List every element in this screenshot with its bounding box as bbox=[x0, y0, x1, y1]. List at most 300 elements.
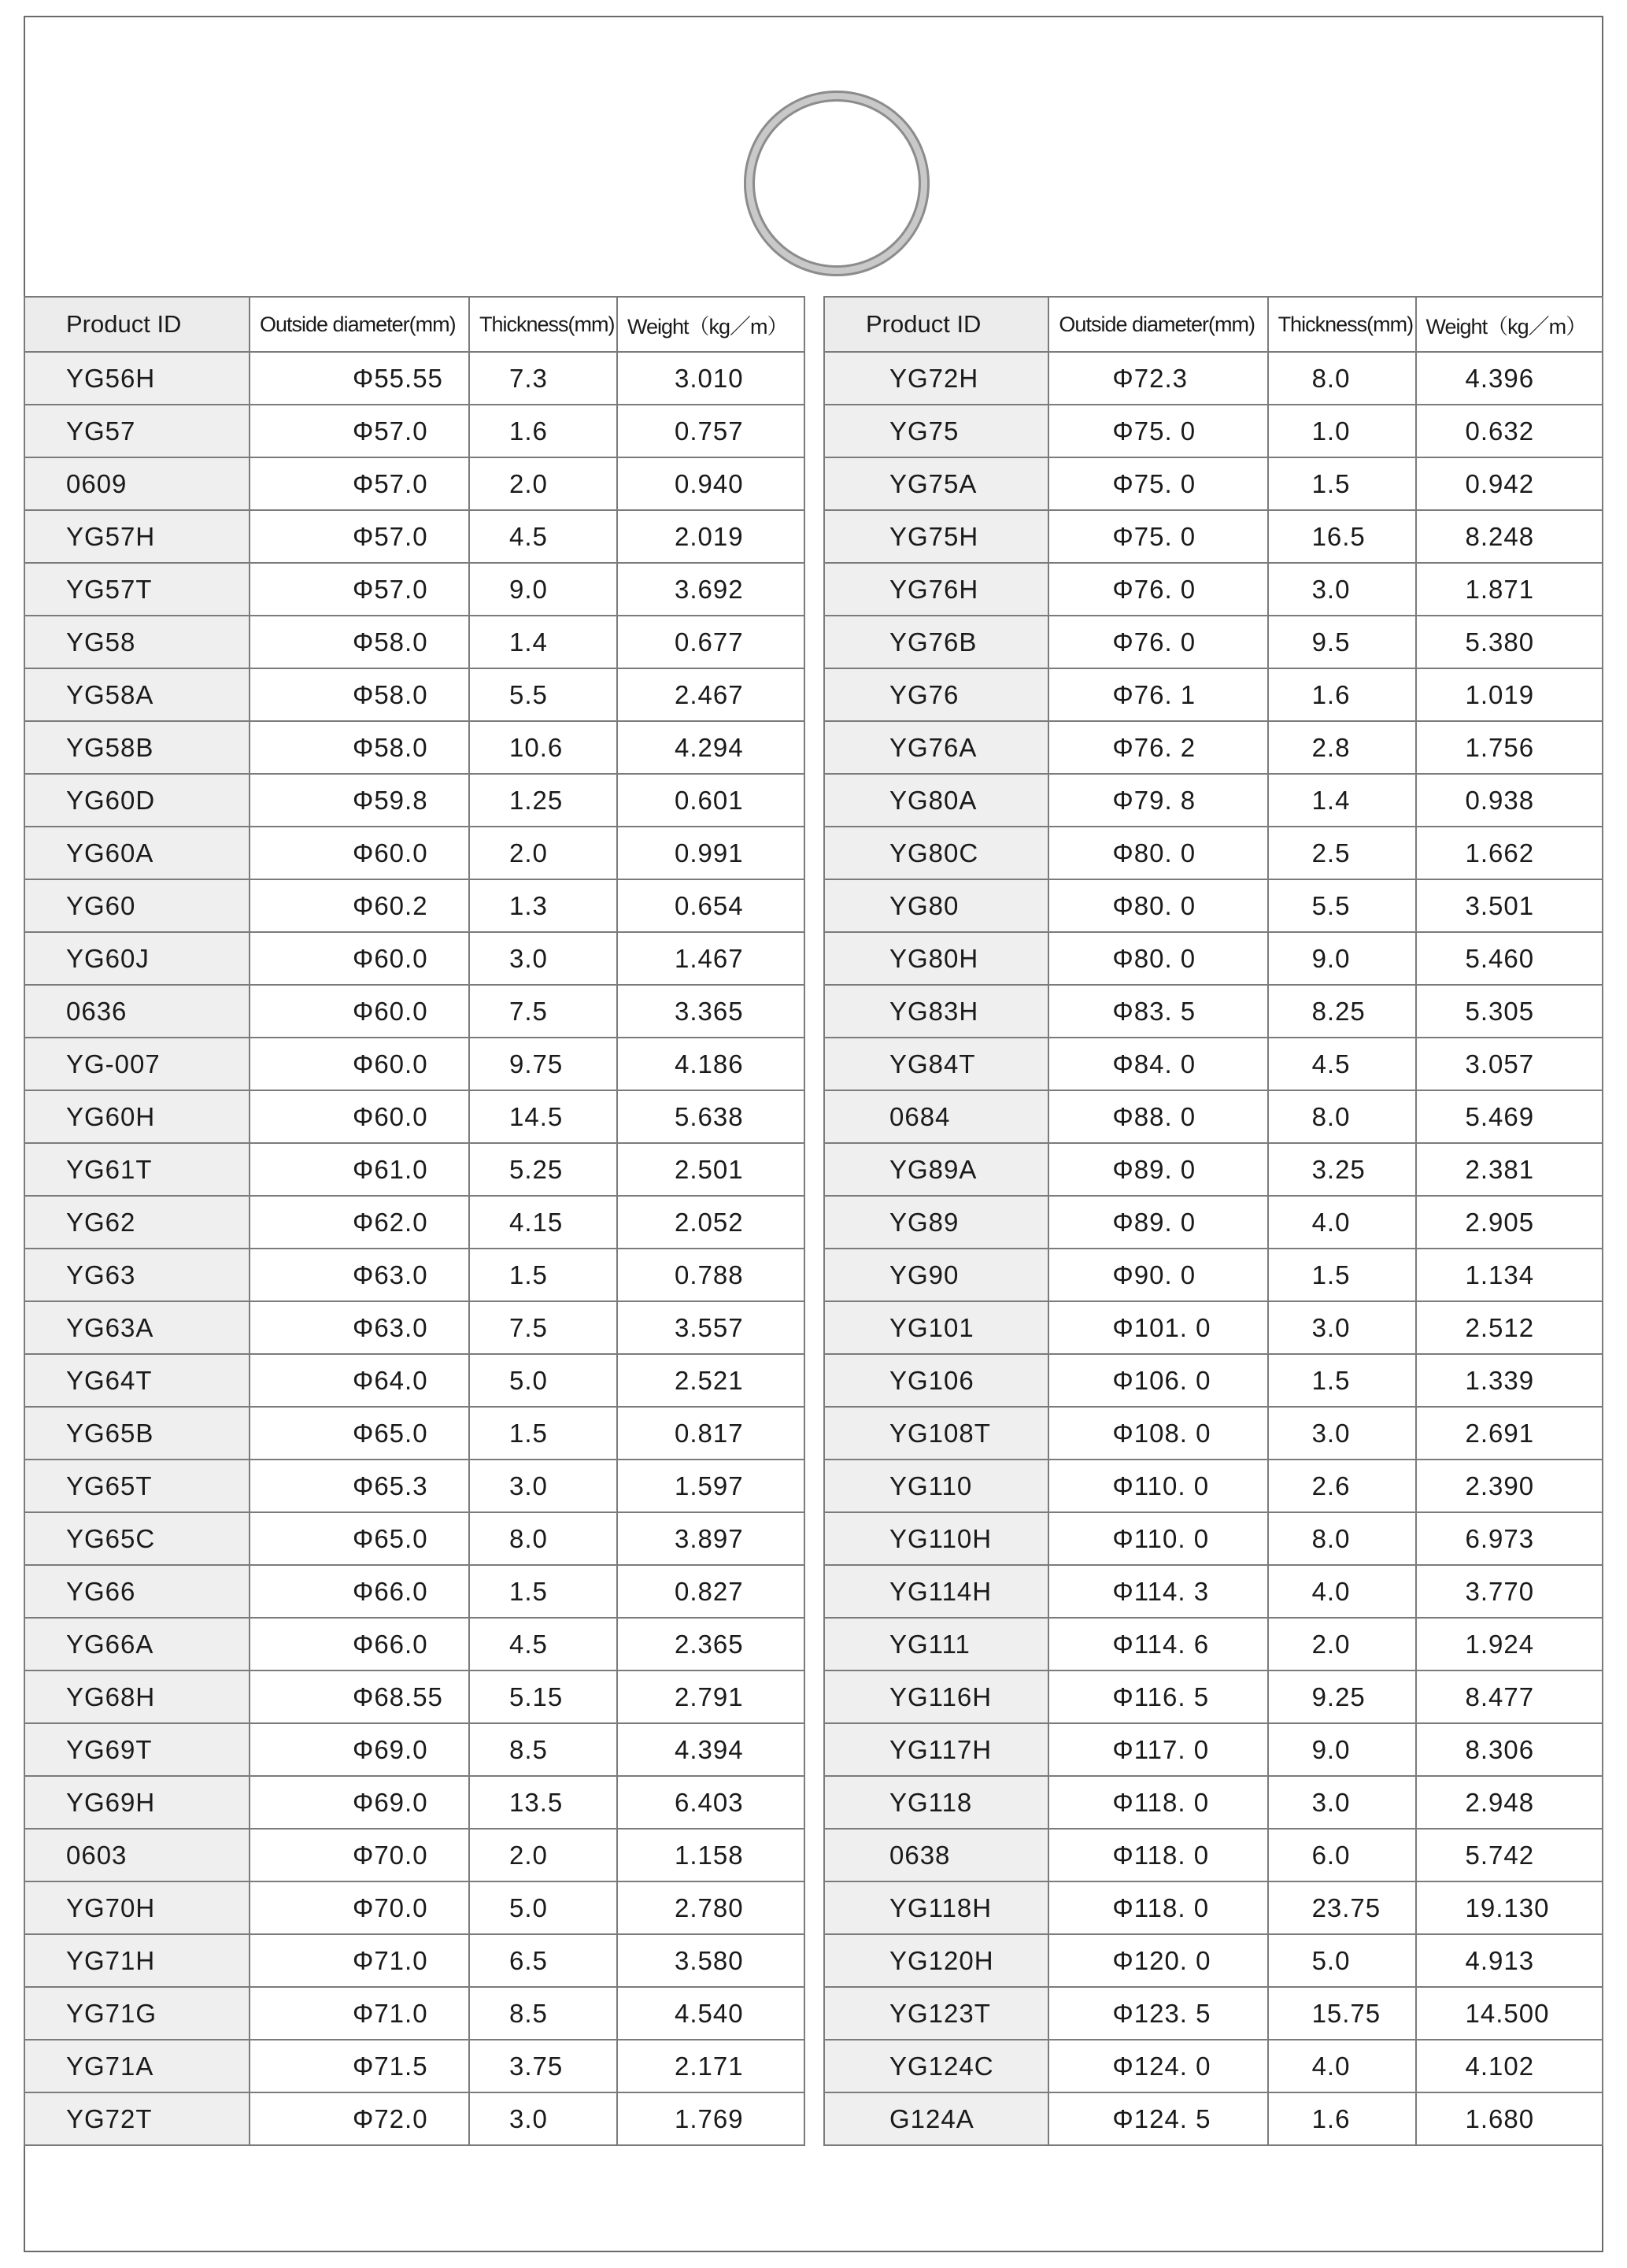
header-outside-diameter: Outside diameter(mm) bbox=[1048, 297, 1267, 352]
weight-cell: 8.477 bbox=[1416, 1670, 1603, 1723]
thickness-cell: 4.0 bbox=[1268, 1565, 1416, 1618]
outside-diameter-cell: Φ58.0 bbox=[250, 721, 469, 774]
product-id-cell: YG123T bbox=[824, 1987, 1048, 2040]
table-row bbox=[24, 1249, 804, 1301]
weight-cell: 2.948 bbox=[1416, 1776, 1603, 1829]
weight-cell: 4.913 bbox=[1416, 1934, 1603, 1987]
outside-diameter-cell: Φ71.0 bbox=[250, 1987, 469, 2040]
weight-cell: 1.158 bbox=[617, 1829, 804, 1881]
table-row bbox=[824, 1090, 1603, 1143]
product-id-cell: YG65C bbox=[24, 1512, 250, 1565]
table-row bbox=[824, 1670, 1603, 1723]
thickness-cell: 2.0 bbox=[469, 827, 617, 879]
product-id-cell: YG62 bbox=[24, 1196, 250, 1249]
weight-cell: 1.662 bbox=[1416, 827, 1603, 879]
weight-cell: 2.365 bbox=[617, 1618, 804, 1670]
thickness-cell: 1.5 bbox=[469, 1565, 617, 1618]
outside-diameter-cell: Φ63.0 bbox=[250, 1301, 469, 1354]
weight-cell: 2.467 bbox=[617, 668, 804, 721]
weight-cell: 0.788 bbox=[617, 1249, 804, 1301]
table-row bbox=[24, 1143, 804, 1196]
table-row bbox=[824, 1512, 1603, 1565]
product-id-cell: YG58 bbox=[24, 616, 250, 668]
product-id-cell: YG66A bbox=[24, 1618, 250, 1670]
outside-diameter-cell: Φ118. 0 bbox=[1048, 1829, 1267, 1881]
weight-cell: 4.294 bbox=[617, 721, 804, 774]
table-row bbox=[824, 879, 1603, 932]
product-id-cell: YG66 bbox=[24, 1565, 250, 1618]
weight-cell: 2.905 bbox=[1416, 1196, 1603, 1249]
table-row bbox=[24, 563, 804, 616]
table-row bbox=[824, 1776, 1603, 1829]
outside-diameter-cell: Φ55.55 bbox=[250, 352, 469, 405]
weight-cell: 1.871 bbox=[1416, 563, 1603, 616]
product-id-cell: YG-007 bbox=[24, 1038, 250, 1090]
weight-cell: 0.757 bbox=[617, 405, 804, 457]
weight-cell: 5.638 bbox=[617, 1090, 804, 1143]
outside-diameter-cell: Φ75. 0 bbox=[1048, 510, 1267, 563]
weight-cell: 0.991 bbox=[617, 827, 804, 879]
thickness-cell: 8.0 bbox=[1268, 352, 1416, 405]
table-row bbox=[824, 774, 1603, 827]
product-id-cell: YG58A bbox=[24, 668, 250, 721]
table-row bbox=[24, 510, 804, 563]
product-id-cell: YG84T bbox=[824, 1038, 1048, 1090]
outside-diameter-cell: Φ83. 5 bbox=[1048, 985, 1267, 1038]
table-row bbox=[24, 1934, 804, 1987]
weight-cell: 1.769 bbox=[617, 2092, 804, 2145]
table-row bbox=[824, 352, 1603, 405]
thickness-cell: 8.5 bbox=[469, 1987, 617, 2040]
product-id-cell: YG110H bbox=[824, 1512, 1048, 1565]
table-row bbox=[824, 1460, 1603, 1512]
thickness-cell: 23.75 bbox=[1268, 1881, 1416, 1934]
outside-diameter-cell: Φ75. 0 bbox=[1048, 405, 1267, 457]
thickness-cell: 1.5 bbox=[1268, 1249, 1416, 1301]
thickness-cell: 9.5 bbox=[1268, 616, 1416, 668]
product-id-cell: YG111 bbox=[824, 1618, 1048, 1670]
table-row bbox=[24, 1829, 804, 1881]
table-header-row bbox=[24, 297, 804, 352]
thickness-cell: 7.3 bbox=[469, 352, 617, 405]
thickness-cell: 9.0 bbox=[1268, 932, 1416, 985]
table-row bbox=[24, 405, 804, 457]
table-row bbox=[24, 1407, 804, 1460]
product-id-cell: YG90 bbox=[824, 1249, 1048, 1301]
weight-cell: 2.381 bbox=[1416, 1143, 1603, 1196]
product-id-cell: YG63A bbox=[24, 1301, 250, 1354]
weight-cell: 3.770 bbox=[1416, 1565, 1603, 1618]
outside-diameter-cell: Φ76. 1 bbox=[1048, 668, 1267, 721]
table-row bbox=[24, 985, 804, 1038]
outside-diameter-cell: Φ58.0 bbox=[250, 668, 469, 721]
weight-cell: 0.940 bbox=[617, 457, 804, 510]
outside-diameter-cell: Φ65.3 bbox=[250, 1460, 469, 1512]
thickness-cell: 3.0 bbox=[1268, 563, 1416, 616]
outside-diameter-cell: Φ58.0 bbox=[250, 616, 469, 668]
weight-cell: 5.742 bbox=[1416, 1829, 1603, 1881]
outside-diameter-cell: Φ116. 5 bbox=[1048, 1670, 1267, 1723]
table-row bbox=[24, 1512, 804, 1565]
thickness-cell: 2.6 bbox=[1268, 1460, 1416, 1512]
outside-diameter-cell: Φ110. 0 bbox=[1048, 1460, 1267, 1512]
table-row bbox=[24, 2092, 804, 2145]
product-id-cell: YG60D bbox=[24, 774, 250, 827]
product-id-cell: YG60A bbox=[24, 827, 250, 879]
product-id-cell: YG108T bbox=[824, 1407, 1048, 1460]
table-row bbox=[824, 2092, 1603, 2145]
table-row bbox=[24, 1090, 804, 1143]
outside-diameter-cell: Φ71.5 bbox=[250, 2040, 469, 2092]
thickness-cell: 3.0 bbox=[1268, 1776, 1416, 1829]
product-id-cell: 0609 bbox=[24, 457, 250, 510]
weight-cell: 1.134 bbox=[1416, 1249, 1603, 1301]
weight-cell: 14.500 bbox=[1416, 1987, 1603, 2040]
weight-cell: 8.248 bbox=[1416, 510, 1603, 563]
outside-diameter-cell: Φ76. 2 bbox=[1048, 721, 1267, 774]
product-id-cell: YG60 bbox=[24, 879, 250, 932]
weight-cell: 3.692 bbox=[617, 563, 804, 616]
weight-cell: 2.791 bbox=[617, 1670, 804, 1723]
product-id-cell: YG75A bbox=[824, 457, 1048, 510]
weight-cell: 3.010 bbox=[617, 352, 804, 405]
outside-diameter-cell: Φ60.0 bbox=[250, 1090, 469, 1143]
outside-diameter-cell: Φ114. 6 bbox=[1048, 1618, 1267, 1670]
outside-diameter-cell: Φ69.0 bbox=[250, 1723, 469, 1776]
weight-cell: 4.396 bbox=[1416, 352, 1603, 405]
thickness-cell: 2.8 bbox=[1268, 721, 1416, 774]
weight-cell: 6.403 bbox=[617, 1776, 804, 1829]
outside-diameter-cell: Φ59.8 bbox=[250, 774, 469, 827]
outside-diameter-cell: Φ60.0 bbox=[250, 932, 469, 985]
thickness-cell: 5.5 bbox=[1268, 879, 1416, 932]
product-id-cell: YG80H bbox=[824, 932, 1048, 985]
outside-diameter-cell: Φ80. 0 bbox=[1048, 827, 1267, 879]
weight-cell: 0.654 bbox=[617, 879, 804, 932]
outside-diameter-cell: Φ65.0 bbox=[250, 1407, 469, 1460]
weight-cell: 8.306 bbox=[1416, 1723, 1603, 1776]
thickness-cell: 8.5 bbox=[469, 1723, 617, 1776]
weight-cell: 0.632 bbox=[1416, 405, 1603, 457]
table-row bbox=[824, 1829, 1603, 1881]
outside-diameter-cell: Φ68.55 bbox=[250, 1670, 469, 1723]
thickness-cell: 1.5 bbox=[469, 1249, 617, 1301]
product-id-cell: YG61T bbox=[24, 1143, 250, 1196]
outside-diameter-cell: Φ63.0 bbox=[250, 1249, 469, 1301]
product-id-cell: YG69H bbox=[24, 1776, 250, 1829]
product-id-cell: G124A bbox=[824, 2092, 1048, 2145]
product-id-cell: YG114H bbox=[824, 1565, 1048, 1618]
product-id-cell: YG72H bbox=[824, 352, 1048, 405]
outside-diameter-cell: Φ118. 0 bbox=[1048, 1881, 1267, 1934]
thickness-cell: 8.25 bbox=[1268, 985, 1416, 1038]
table-row bbox=[824, 1565, 1603, 1618]
table-header-row bbox=[824, 297, 1603, 352]
header-product-id: Product ID bbox=[824, 297, 1048, 352]
thickness-cell: 7.5 bbox=[469, 985, 617, 1038]
header-thickness: Thickness(mm) bbox=[1268, 297, 1416, 352]
outside-diameter-cell: Φ75. 0 bbox=[1048, 457, 1267, 510]
weight-cell: 5.305 bbox=[1416, 985, 1603, 1038]
table-row bbox=[824, 1934, 1603, 1987]
thickness-cell: 4.0 bbox=[1268, 1196, 1416, 1249]
thickness-cell: 1.4 bbox=[1268, 774, 1416, 827]
outside-diameter-cell: Φ72.0 bbox=[250, 2092, 469, 2145]
product-id-cell: 0603 bbox=[24, 1829, 250, 1881]
outside-diameter-cell: Φ106. 0 bbox=[1048, 1354, 1267, 1407]
table-body-right bbox=[824, 352, 1603, 2145]
table-row bbox=[24, 1460, 804, 1512]
product-id-cell: YG110 bbox=[824, 1460, 1048, 1512]
thickness-cell: 9.0 bbox=[1268, 1723, 1416, 1776]
outside-diameter-cell: Φ89. 0 bbox=[1048, 1196, 1267, 1249]
thickness-cell: 8.0 bbox=[1268, 1090, 1416, 1143]
thickness-cell: 4.0 bbox=[1268, 2040, 1416, 2092]
product-id-cell: YG71A bbox=[24, 2040, 250, 2092]
weight-cell: 3.057 bbox=[1416, 1038, 1603, 1090]
outside-diameter-cell: Φ57.0 bbox=[250, 457, 469, 510]
weight-cell: 1.924 bbox=[1416, 1618, 1603, 1670]
weight-cell: 5.380 bbox=[1416, 616, 1603, 668]
outside-diameter-cell: Φ123. 5 bbox=[1048, 1987, 1267, 2040]
product-id-cell: YG60J bbox=[24, 932, 250, 985]
thickness-cell: 1.5 bbox=[1268, 457, 1416, 510]
product-id-cell: YG72T bbox=[24, 2092, 250, 2145]
product-id-cell: YG116H bbox=[824, 1670, 1048, 1723]
table-row bbox=[824, 405, 1603, 457]
thickness-cell: 13.5 bbox=[469, 1776, 617, 1829]
thickness-cell: 16.5 bbox=[1268, 510, 1416, 563]
table-row bbox=[24, 457, 804, 510]
weight-cell: 1.680 bbox=[1416, 2092, 1603, 2145]
outside-diameter-cell: Φ64.0 bbox=[250, 1354, 469, 1407]
weight-cell: 0.942 bbox=[1416, 457, 1603, 510]
header-outside-diameter: Outside diameter(mm) bbox=[250, 297, 469, 352]
table-row bbox=[824, 1881, 1603, 1934]
thickness-cell: 1.6 bbox=[1268, 668, 1416, 721]
thickness-cell: 2.5 bbox=[1268, 827, 1416, 879]
table-row bbox=[824, 2040, 1603, 2092]
thickness-cell: 3.0 bbox=[1268, 1407, 1416, 1460]
thickness-cell: 1.0 bbox=[1268, 405, 1416, 457]
thickness-cell: 2.0 bbox=[469, 1829, 617, 1881]
table-row bbox=[24, 1723, 804, 1776]
thickness-cell: 5.5 bbox=[469, 668, 617, 721]
table-row bbox=[24, 2040, 804, 2092]
table-row bbox=[24, 1670, 804, 1723]
table-row bbox=[824, 668, 1603, 721]
product-id-cell: YG118 bbox=[824, 1776, 1048, 1829]
table-row bbox=[824, 510, 1603, 563]
outside-diameter-cell: Φ76. 0 bbox=[1048, 563, 1267, 616]
thickness-cell: 3.0 bbox=[469, 1460, 617, 1512]
spec-table-left bbox=[24, 296, 805, 2146]
table-row bbox=[824, 1723, 1603, 1776]
thickness-cell: 1.25 bbox=[469, 774, 617, 827]
weight-cell: 4.102 bbox=[1416, 2040, 1603, 2092]
weight-cell: 2.512 bbox=[1416, 1301, 1603, 1354]
outside-diameter-cell: Φ62.0 bbox=[250, 1196, 469, 1249]
header-thickness: Thickness(mm) bbox=[469, 297, 617, 352]
product-id-cell: YG76 bbox=[824, 668, 1048, 721]
weight-cell: 2.521 bbox=[617, 1354, 804, 1407]
weight-cell: 2.501 bbox=[617, 1143, 804, 1196]
product-id-cell: YG64T bbox=[24, 1354, 250, 1407]
table-row bbox=[824, 721, 1603, 774]
thickness-cell: 5.0 bbox=[469, 1881, 617, 1934]
product-id-cell: YG101 bbox=[824, 1301, 1048, 1354]
weight-cell: 5.469 bbox=[1416, 1090, 1603, 1143]
weight-cell: 4.186 bbox=[617, 1038, 804, 1090]
thickness-cell: 15.75 bbox=[1268, 1987, 1416, 2040]
table-row bbox=[24, 774, 804, 827]
table-row bbox=[824, 1196, 1603, 1249]
weight-cell: 0.817 bbox=[617, 1407, 804, 1460]
outside-diameter-cell: Φ114. 3 bbox=[1048, 1565, 1267, 1618]
weight-cell: 0.677 bbox=[617, 616, 804, 668]
product-image-area bbox=[24, 16, 1603, 296]
product-id-cell: YG56H bbox=[24, 352, 250, 405]
tube-cross-section-icon bbox=[744, 91, 930, 276]
header-product-id: Product ID bbox=[24, 297, 250, 352]
thickness-cell: 3.0 bbox=[1268, 1301, 1416, 1354]
product-id-cell: YG76H bbox=[824, 563, 1048, 616]
table-row bbox=[824, 1987, 1603, 2040]
weight-cell: 5.460 bbox=[1416, 932, 1603, 985]
outside-diameter-cell: Φ110. 0 bbox=[1048, 1512, 1267, 1565]
table-body-left bbox=[24, 352, 804, 2145]
product-id-cell: 0636 bbox=[24, 985, 250, 1038]
thickness-cell: 5.25 bbox=[469, 1143, 617, 1196]
outside-diameter-cell: Φ72.3 bbox=[1048, 352, 1267, 405]
outside-diameter-cell: Φ89. 0 bbox=[1048, 1143, 1267, 1196]
table-row bbox=[824, 827, 1603, 879]
outside-diameter-cell: Φ57.0 bbox=[250, 405, 469, 457]
table-row bbox=[24, 352, 804, 405]
thickness-cell: 1.5 bbox=[469, 1407, 617, 1460]
product-id-cell: YG80 bbox=[824, 879, 1048, 932]
outside-diameter-cell: Φ118. 0 bbox=[1048, 1776, 1267, 1829]
thickness-cell: 6.0 bbox=[1268, 1829, 1416, 1881]
table-row bbox=[24, 879, 804, 932]
weight-cell: 1.597 bbox=[617, 1460, 804, 1512]
thickness-cell: 3.25 bbox=[1268, 1143, 1416, 1196]
outside-diameter-cell: Φ124. 0 bbox=[1048, 2040, 1267, 2092]
outside-diameter-cell: Φ101. 0 bbox=[1048, 1301, 1267, 1354]
table-row bbox=[24, 932, 804, 985]
table-row bbox=[824, 563, 1603, 616]
thickness-cell: 5.15 bbox=[469, 1670, 617, 1723]
outside-diameter-cell: Φ60.0 bbox=[250, 1038, 469, 1090]
outside-diameter-cell: Φ71.0 bbox=[250, 1934, 469, 1987]
product-id-cell: YG58B bbox=[24, 721, 250, 774]
thickness-cell: 3.0 bbox=[469, 2092, 617, 2145]
product-id-cell: YG60H bbox=[24, 1090, 250, 1143]
product-id-cell: YG57T bbox=[24, 563, 250, 616]
outside-diameter-cell: Φ69.0 bbox=[250, 1776, 469, 1829]
table-row bbox=[824, 616, 1603, 668]
product-id-cell: YG57 bbox=[24, 405, 250, 457]
outside-diameter-cell: Φ76. 0 bbox=[1048, 616, 1267, 668]
weight-cell: 2.171 bbox=[617, 2040, 804, 2092]
outside-diameter-cell: Φ61.0 bbox=[250, 1143, 469, 1196]
thickness-cell: 8.0 bbox=[469, 1512, 617, 1565]
product-id-cell: YG124C bbox=[824, 2040, 1048, 2092]
product-id-cell: YG76A bbox=[824, 721, 1048, 774]
outside-diameter-cell: Φ66.0 bbox=[250, 1565, 469, 1618]
table-row bbox=[824, 932, 1603, 985]
table-row bbox=[824, 1354, 1603, 1407]
weight-cell: 3.897 bbox=[617, 1512, 804, 1565]
table-row bbox=[824, 985, 1603, 1038]
outside-diameter-cell: Φ79. 8 bbox=[1048, 774, 1267, 827]
outside-diameter-cell: Φ84. 0 bbox=[1048, 1038, 1267, 1090]
thickness-cell: 5.0 bbox=[1268, 1934, 1416, 1987]
weight-cell: 1.339 bbox=[1416, 1354, 1603, 1407]
weight-cell: 1.019 bbox=[1416, 668, 1603, 721]
thickness-cell: 9.0 bbox=[469, 563, 617, 616]
outside-diameter-cell: Φ60.0 bbox=[250, 985, 469, 1038]
outside-diameter-cell: Φ57.0 bbox=[250, 510, 469, 563]
table-row bbox=[24, 616, 804, 668]
table-row bbox=[824, 1143, 1603, 1196]
thickness-cell: 2.0 bbox=[1268, 1618, 1416, 1670]
weight-cell: 3.365 bbox=[617, 985, 804, 1038]
product-id-cell: YG118H bbox=[824, 1881, 1048, 1934]
product-id-cell: YG75H bbox=[824, 510, 1048, 563]
thickness-cell: 8.0 bbox=[1268, 1512, 1416, 1565]
table-row bbox=[824, 1249, 1603, 1301]
outside-diameter-cell: Φ108. 0 bbox=[1048, 1407, 1267, 1460]
weight-cell: 2.052 bbox=[617, 1196, 804, 1249]
thickness-cell: 3.75 bbox=[469, 2040, 617, 2092]
table-row bbox=[24, 1196, 804, 1249]
weight-cell: 4.394 bbox=[617, 1723, 804, 1776]
product-id-cell: YG80A bbox=[824, 774, 1048, 827]
weight-cell: 1.467 bbox=[617, 932, 804, 985]
thickness-cell: 1.5 bbox=[1268, 1354, 1416, 1407]
outside-diameter-cell: Φ65.0 bbox=[250, 1512, 469, 1565]
product-id-cell: YG68H bbox=[24, 1670, 250, 1723]
weight-cell: 2.691 bbox=[1416, 1407, 1603, 1460]
table-row bbox=[24, 1565, 804, 1618]
product-id-cell: YG63 bbox=[24, 1249, 250, 1301]
product-id-cell: YG71H bbox=[24, 1934, 250, 1987]
product-id-cell: YG83H bbox=[824, 985, 1048, 1038]
table-row bbox=[24, 1776, 804, 1829]
outside-diameter-cell: Φ66.0 bbox=[250, 1618, 469, 1670]
product-id-cell: YG89A bbox=[824, 1143, 1048, 1196]
product-id-cell: YG117H bbox=[824, 1723, 1048, 1776]
thickness-cell: 4.5 bbox=[469, 510, 617, 563]
product-id-cell: 0684 bbox=[824, 1090, 1048, 1143]
product-id-cell: YG80C bbox=[824, 827, 1048, 879]
thickness-cell: 4.5 bbox=[1268, 1038, 1416, 1090]
outside-diameter-cell: Φ70.0 bbox=[250, 1881, 469, 1934]
outside-diameter-cell: Φ88. 0 bbox=[1048, 1090, 1267, 1143]
product-id-cell: YG57H bbox=[24, 510, 250, 563]
table-row bbox=[824, 1407, 1603, 1460]
weight-cell: 1.756 bbox=[1416, 721, 1603, 774]
table-row bbox=[24, 1618, 804, 1670]
product-id-cell: YG65T bbox=[24, 1460, 250, 1512]
weight-cell: 3.580 bbox=[617, 1934, 804, 1987]
thickness-cell: 1.6 bbox=[1268, 2092, 1416, 2145]
thickness-cell: 3.0 bbox=[469, 932, 617, 985]
table-row bbox=[24, 1881, 804, 1934]
header-weight: Weight（kg／m） bbox=[617, 297, 804, 352]
product-id-cell: YG75 bbox=[824, 405, 1048, 457]
